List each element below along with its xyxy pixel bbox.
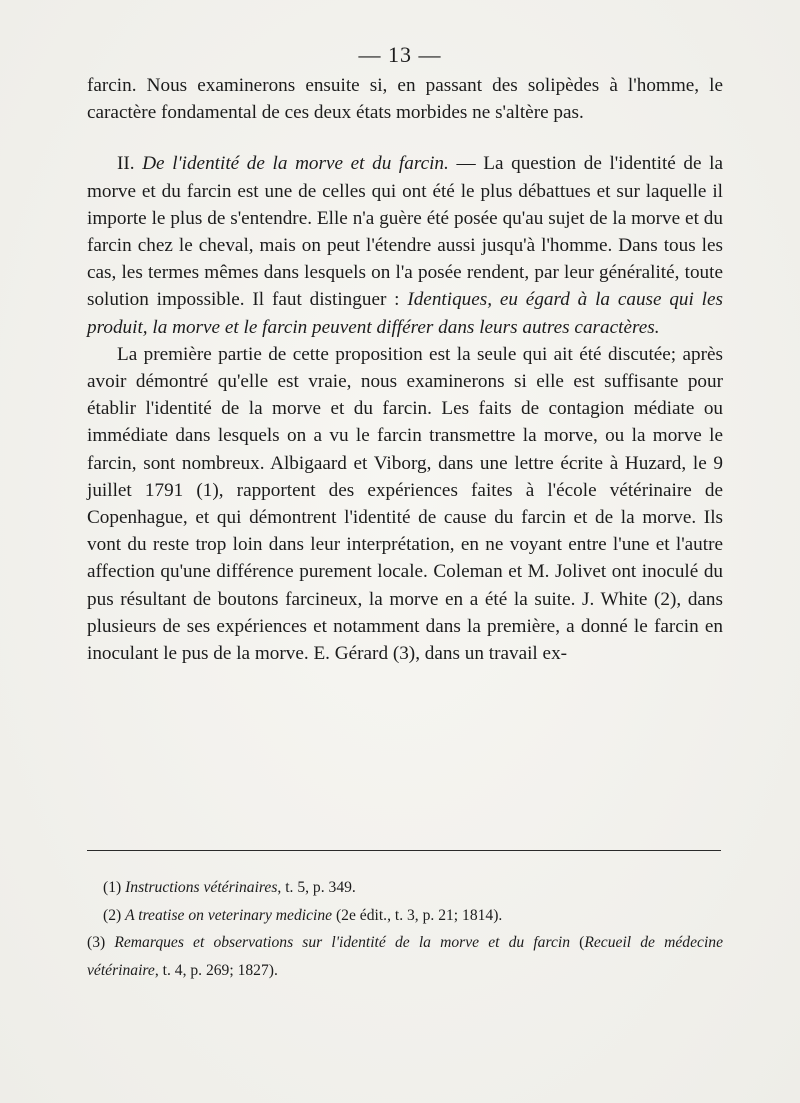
section-body: — La question de l'identité de la morve et du farcin est une de celles qui ont été le plus débattues et sur laquelle il importe le plus de s'entendre. Elle n'a guère été posée qu'au sujet de la morve et du farcin chez le cheval, mais on peut l'étendre aussi jusqu'à l'homme. Dans tous les cas, les termes mêmes dans lesquels on l'a posée rendent, par leur généralité, toute solution impossible. Il faut distinguer :	[87, 153, 724, 311]
section-title: De l'identité de la morve et du farcin.	[142, 153, 449, 175]
footnote-3-ref: , t. 4, p. 269; 1827).	[154, 961, 278, 979]
footnote-1	[87, 874, 723, 902]
footnote-3-number: (3)	[87, 934, 115, 951]
footnote-2-number: (2)	[103, 906, 126, 924]
footnotes	[87, 874, 723, 984]
footnote-1-title: Instructions vétérinaires	[125, 879, 278, 896]
footnote-2-title: A treatise on veterinary medicine	[125, 906, 333, 924]
footnote-3-paren: (	[570, 934, 585, 951]
section-emphasis: Identiques, eu égard à la cause qui les produit, la morve et le farcin peuvent différer dans leurs autres caractères.	[87, 289, 723, 338]
body-text	[87, 72, 723, 667]
footnote-3-title: Remarques et observations sur l'identité de la morve et du farcin	[114, 934, 571, 951]
paragraph-section-ii	[87, 150, 723, 340]
paragraph-discussion: La première partie de cette proposition est la seule qui ait été discutée; après avoir démontré qu'elle est vraie, nous examinerons si elle est suffisante pour établir l'identité de la morve et du farcin. Les faits de contagion médiate ou immédiate dans lesquels on a vu le farcin transmettre la morve, ou la morve le farcin, sont nombreux. Albigaard et Viborg, dans une lettre écrite à Huzard, le 9 juillet 1791 (1), rapportent des expériences faites à l'école vétérinaire de Copenhague, et qui démontrent l'identité de cause du farcin et de la morve. Ils vont du reste trop loin dans leur interprétation, en ne voyant entre l'une et l'autre affection qu'une différence purement locale. Coleman et M. Jolivet ont inoculé du pus résultant de boutons farcineux, la morve en a été la suite. J. White (2), dans plusieurs de ses expériences et notamment dans la première, a donné le farcin en inoculant le pus de la morve. E. Gérard (3), dans un travail ex-	[87, 343, 723, 665]
footnote-3-source: Recueil de médecine vétérinaire	[87, 934, 723, 979]
footnote-3	[87, 929, 723, 984]
footnote-1-number: (1)	[103, 879, 126, 896]
footnote-divider	[87, 850, 721, 851]
footnote-2	[87, 902, 723, 930]
paragraph-continuation: farcin. Nous examinerons ensuite si, en passant des solipèdes à l'homme, le caractère fondamental de ces deux états morbides ne s'altère pas.	[87, 75, 723, 124]
footnote-1-ref: , t. 5, p. 349.	[277, 879, 356, 896]
section-number: II.	[117, 153, 135, 175]
footnote-2-ref: (2e édit., t. 3, p. 21; 1814).	[332, 906, 503, 924]
page-number: — 13 —	[358, 42, 442, 67]
